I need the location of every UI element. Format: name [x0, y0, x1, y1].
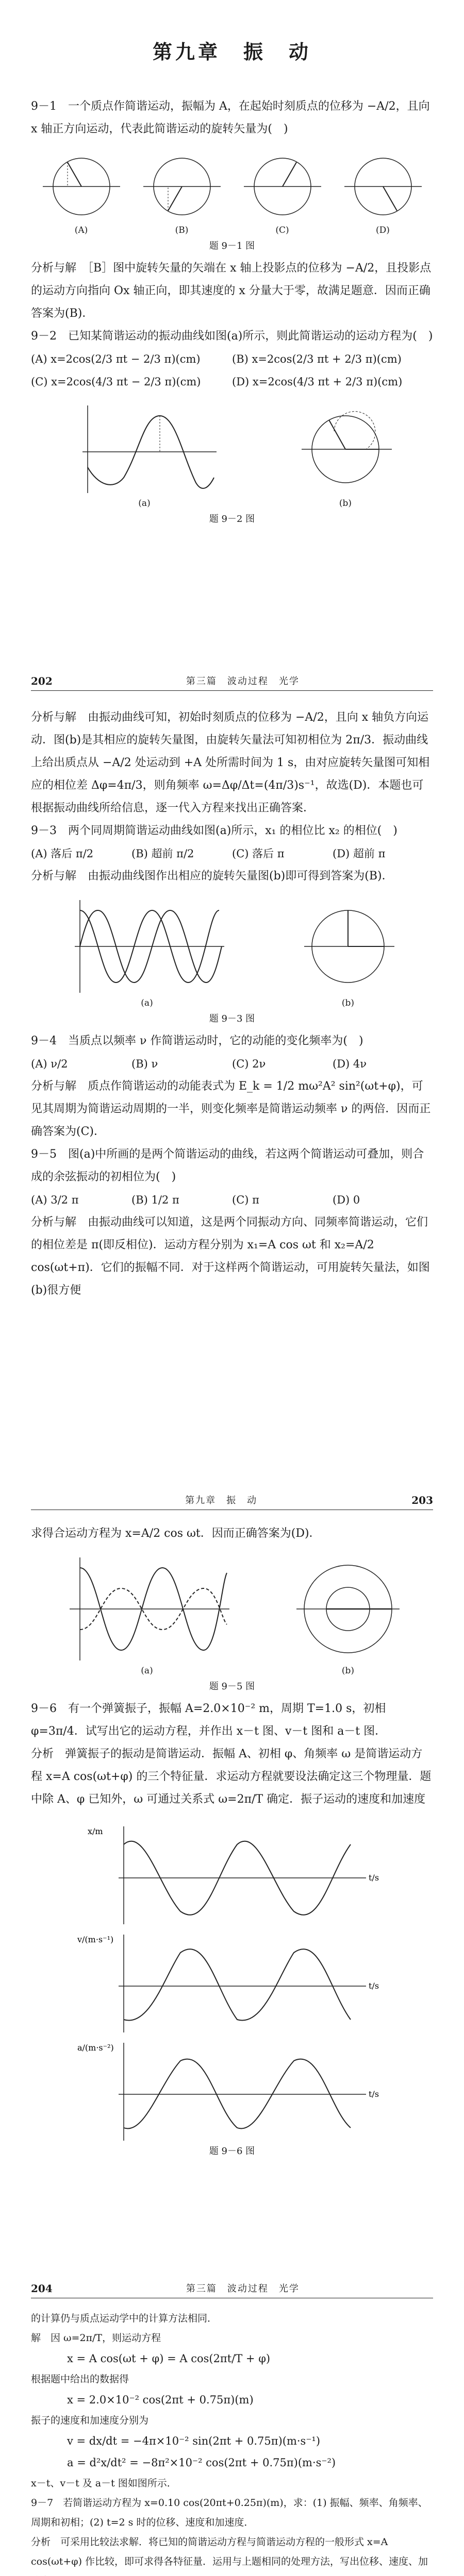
text-line: 根据题中给出的数据得 [31, 2374, 129, 2385]
options-9-3 [31, 842, 433, 865]
equation: x = 2.0×10⁻² cos(2πt + 0.75π)(m) [67, 2394, 254, 2406]
option-d: (D) x=2cos(4/3 πt + 2/3 π)(cm) [232, 376, 403, 388]
question-9-2: 9－2 已知某简谐运动的振动曲线如图(a)所示，则此简谐运动的运动方程为( ) [31, 330, 433, 343]
text-line: 振子的速度和加速度分别为 [31, 2415, 149, 2426]
equation: v = dx/dt = −4π×10⁻² sin(2πt + 0.75π)(m·s⁻¹) [67, 2435, 321, 2447]
axis-label-a: a/(m·s⁻²) [77, 2043, 114, 2053]
figure-9-2-a [67, 400, 222, 509]
question-9-3: 9－3 两个同周期简谐运动曲线如图(a)所示，x₁ 的相位比 x₂ 的相位( ) [31, 824, 397, 837]
option-c: (C) x=2cos(4/3 πt − 2/3 π)(cm) [31, 376, 201, 388]
page-divider [0, 1476, 464, 1486]
analysis-9-6: 分析 弹簧振子的振动是简谐运动．振幅 A、初相 φ、角频率 ω 是简谐运动方程 x=A cos(ωt+φ) 的三个特征量．求运动方程就要设法确定这三个物理量．题中除 A、φ 已知外，ω 可通过关系式 ω=2π/T 确定．振子运动的速度和加速度 [31, 1748, 432, 1806]
question-9-5: 9－5 图(a)中所画的是两个简谐运动的曲线，若这两个简谐运动可叠加，则合成的余弦振动的初相位为( ) [31, 1148, 424, 1183]
analysis-9-7: 分析 可采用比较法求解．将已知的简谐运动方程与简谐运动方程的一般形式 x=A cos(ωt+φ) 作比较，即可求得各特征量．运用与上题相同的处理方法，写出位移、速度、加 [31, 2536, 428, 2567]
figure-9-1-c [239, 148, 326, 235]
page-header [31, 2277, 433, 2298]
option-a: (A) 3/2 π [31, 1194, 79, 1206]
running-header: 第三篇 波动过程 光学 [186, 2283, 300, 2294]
option-a: (A) ν/2 [31, 1058, 68, 1070]
page-number: 203 [411, 1494, 433, 1506]
text-line: x－t、v－t 及 a－t 图如图所示． [31, 2478, 177, 2489]
text-line: 解 因 ω=2π/T，则运动方程 [31, 2332, 161, 2344]
page-number: 204 [31, 2282, 53, 2295]
option-d: (D) 0 [333, 1194, 360, 1206]
running-header: 第九章 振 动 [185, 1495, 258, 1506]
figure-9-3-a [64, 895, 229, 1008]
figure-9-1-b [138, 148, 226, 235]
page-header [31, 670, 433, 691]
options-9-2 [31, 348, 433, 393]
figure-label-b: (B) [175, 225, 189, 235]
figure-9-5 [31, 1552, 433, 1676]
figure-9-2-b [294, 400, 397, 509]
question-9-1: 9－1 一个质点作简谐运动，振幅为 A，在起始时刻质点的位移为 −A/2，且向 x 轴正方向运动，代表此简谐运动的旋转矢量为( ) [31, 100, 430, 135]
analysis-9-1: 分析与解 ［B］图中旋转矢量的矢端在 x 轴上投影点的位移为 −A/2，且投影点的运动方向指向 Ox 轴正向，即其速度的 x 分量大于零，故满足题意．因而正确答案为(B)． [31, 262, 432, 320]
figure-label-a: (a) [138, 498, 151, 509]
figure-label-b: (b) [341, 1666, 355, 1676]
analysis-9-3: 分析与解 由振动曲线图作出相应的旋转矢量图(b)即可得到答案为(B)． [31, 870, 393, 883]
page-4-body [31, 2309, 433, 2576]
chapter-title: 第九章 振 动 [152, 40, 311, 63]
analysis-9-4: 分析与解 质点作简谐运动的动能表式为 E_k = 1/2 mω²A² sin²(ωt+φ)，可见其周期为简谐运动周期的一半，则变化频率是简谐运动频率 ν 的两倍．因而正确答案为(C)． [31, 1080, 431, 1138]
option-d: (D) 超前 π [333, 848, 386, 860]
question-9-7: 9－7 若简谐运动方程为 x=0.10 cos(20πt+0.25π)(m)，求：(1) 振幅、频率、角频率、周期和初相；(2) t=2 s 时的位移、速度和加速度． [31, 2497, 428, 2528]
page-1 [0, 0, 464, 649]
figure-label-c: (C) [275, 225, 289, 235]
equation: a = d²x/dt² = −8π²×10⁻² cos(2πt + 0.75π)(m·s⁻²) [67, 2456, 336, 2469]
option-a: (A) 落后 π/2 [31, 848, 94, 860]
option-a: (A) x=2cos(2/3 πt − 2/3 π)(cm) [31, 353, 201, 365]
option-b: (B) ν [131, 1058, 158, 1070]
figure-9-6 [31, 1821, 433, 2141]
figure-9-1 [31, 148, 433, 235]
figure-9-5-b [291, 1552, 405, 1676]
page-3 [0, 1489, 464, 2262]
analysis-9-5: 分析与解 由振动曲线可以知道，这是两个同振动方向、同频率简谐运动，它们的相位差是 π(即反相位)．运动方程分别为 x₁=A cos ωt 和 x₂=A/2 cos(ωt+π)．它们的振幅不同．对于这样两个简谐运动，可用旋转矢量法，如图(b)很方便 [31, 1216, 430, 1297]
figure-9-5-a [59, 1552, 235, 1676]
question-9-4: 9－4 当质点以频率 ν 作简谐运动时，它的动能的变化频率为( ) [31, 1035, 363, 1047]
page-4 [0, 2277, 464, 2576]
analysis-9-2: 分析与解 由振动曲线可知，初始时刻质点的位移为 −A/2，且向 x 轴负方向运动．图(b)是其相应的旋转矢量图，由旋转矢量法可知初相位为 2π/3．振动曲线上给出质点从 −A/2 处运动到 +A 处所需时间为 1 s，由对应旋转矢量图可知相应的相位差 Δφ=4π/3，则角频率 ω=Δφ/Δt=(4π/3)s⁻¹，故选(D)．本题也可根据振动曲线所给信息，逐一代入方程来找出正确答案． [31, 711, 430, 815]
continuation-9-5: 求得合运动方程为 x=A/2 cos ωt．因而正确答案为(D)． [31, 1527, 321, 1540]
figure-label-a: (a) [141, 998, 153, 1008]
axis-label-t: t/s [369, 1873, 379, 1883]
figure-9-2 [31, 400, 433, 509]
figure-9-1-d [339, 148, 427, 235]
question-9-6: 9－6 有一个弹簧振子，振幅 A=2.0×10⁻² m，周期 T=1.0 s，初相 φ=3π/4．试写出它的运动方程，并作出 x－t 图、v－t 图和 a－t 图． [31, 1702, 387, 1738]
axis-label-t: t/s [369, 2089, 379, 2099]
page-number: 202 [31, 675, 53, 687]
caption-9-6: 题 9－6 图 [209, 2146, 255, 2157]
page-header [31, 1489, 433, 1510]
caption-9-1: 题 9－1 图 [209, 241, 255, 251]
option-d: (D) 4ν [333, 1058, 367, 1070]
figure-label-b: (b) [341, 998, 355, 1008]
figure-9-3 [31, 895, 433, 1008]
equation: x = A cos(ωt + φ) = A cos(2πt/T + φ) [67, 2352, 271, 2365]
caption-9-5: 题 9－5 图 [209, 1681, 255, 1692]
axis-label-x: x/m [88, 1826, 103, 1836]
text-line: 的计算仍与质点运动学中的计算方法相同． [31, 2313, 218, 2324]
caption-9-2: 题 9－2 图 [209, 514, 255, 524]
option-b: (B) 超前 π/2 [131, 848, 194, 860]
figure-9-1-a [38, 148, 125, 235]
options-9-5 [31, 1189, 433, 1211]
option-c: (C) 2ν [232, 1058, 266, 1070]
option-b: (B) x=2cos(2/3 πt + 2/3 π)(cm) [232, 353, 402, 365]
page-divider [0, 654, 464, 665]
figure-label-b: (b) [339, 498, 352, 509]
figure-label-d: (D) [376, 225, 390, 235]
page-2 [0, 670, 464, 1473]
caption-9-3: 题 9－3 图 [209, 1013, 255, 1024]
page-divider [0, 2264, 464, 2275]
figure-label-a: (a) [141, 1666, 153, 1676]
option-c: (C) π [232, 1194, 259, 1206]
axis-label-t: t/s [369, 1981, 379, 1991]
figure-label-a: (A) [74, 225, 88, 235]
running-header: 第三篇 波动过程 光学 [186, 676, 300, 687]
axis-label-v: v/(m·s⁻¹) [77, 1935, 114, 1944]
option-b: (B) 1/2 π [131, 1194, 179, 1206]
figure-9-3-b [296, 895, 400, 1008]
options-9-4 [31, 1053, 433, 1075]
option-c: (C) 落后 π [232, 848, 285, 860]
